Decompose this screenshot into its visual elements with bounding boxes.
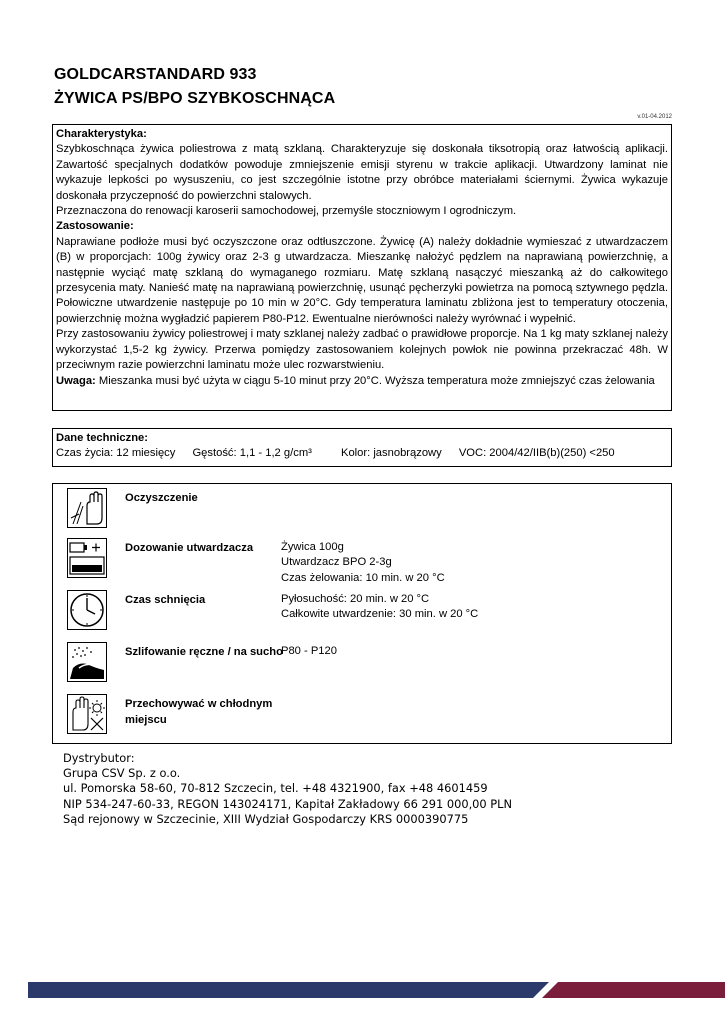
step-label: Dozowanie utwardzacza	[125, 542, 254, 554]
characteristics-section	[52, 124, 672, 411]
distributor-block	[63, 751, 512, 827]
step-value: Utwardzacz BPO 2-3g	[281, 556, 392, 569]
step-values	[281, 540, 445, 586]
version-label: v.01-04.2012	[637, 114, 672, 120]
step-value: Pyłosuchość: 20 min. w 20 °C	[281, 593, 430, 605]
color-value: Kolor: jasnobrązowy	[340, 447, 442, 460]
technical-data-section	[52, 428, 672, 467]
usage-heading: Zastosowanie:	[56, 220, 134, 233]
technical-heading: Dane techniczne:	[56, 432, 149, 444]
purpose-text: Przeznaczona do renowacji karoserii samochodowej, przemyśle stoczniowym I ogrodniczym.	[56, 205, 517, 218]
shelf-life: Czas życia: 12 miesięcy	[56, 447, 176, 460]
density: Gęstość: 1,1 - 1,2 g/cm³	[192, 447, 312, 460]
step-value: Czas żelowania: 10 min. w 20 °C	[281, 571, 445, 584]
application-steps-section	[52, 483, 672, 744]
step-values	[281, 592, 478, 623]
distributor-company: Grupa CSV Sp. z o.o.	[63, 766, 181, 781]
hand-sanding-icon	[67, 642, 107, 682]
hardener-dosing-icon	[67, 538, 107, 578]
step-label: Czas schnięcia	[125, 594, 206, 606]
footer-red-band	[540, 982, 725, 998]
warning-paragraph	[56, 374, 668, 389]
footer-bar	[28, 982, 725, 998]
step-label: Przechowywać w chłodnym miejscu	[125, 698, 273, 726]
warning-text: Mieszanka musi być użyta w ciągu 5-10 minut przy 20°C. Wyższa temperatura może zmniejszyć czas żelowania	[95, 374, 655, 387]
step-label: Szlifowanie ręczne / na sucho	[125, 646, 283, 658]
cool-storage-icon	[67, 694, 107, 734]
document-title-line1: GOLDCARSTANDARD 933	[54, 66, 257, 83]
step-values	[281, 644, 337, 659]
step-value: Żywica 100g	[281, 541, 344, 553]
characteristics-text: Szybkoschnąca żywica poliestrowa z matą szklaną. Charakteryzuje się doskonała tiksotropią oraz łatwością aplikacji. Zawartość specjalnych dodatków powoduje zmniejszenie emisji styrenu w trakcie aplikacji. Utwardzony laminat nie wykazuje lepkości po wysuszeniu, co jest szczególnie istotne przy obróbce materiałami ściernymi. Żywica wykazuje doskonała przyczepność do powierzchni stalowych.	[56, 143, 668, 202]
distributor-heading: Dystrybutor:	[63, 751, 135, 765]
step-value: P80 - P120	[281, 645, 337, 657]
voc-value: VOC: 2004/42/IIB(b)(250) <250	[458, 447, 615, 460]
step-label: Oczyszczenie	[125, 492, 198, 504]
usage-proportions-text: Przy zastosowaniu żywicy poliestrowej i maty szklanej należy zadbać o prawidłowe proporcje. Na 1 kg maty szklanej należy wykorzystać 1,5-2 kg żywicy. Przerwa pomiędzy zastosowaniem kolejnych powłok nie powinna przekraczać 48h. W przeciwnym razie powierzchni laminatu może ulec rozwarstwieniu.	[56, 328, 668, 372]
warning-label: Uwaga:	[56, 374, 96, 387]
document-title-line2: ŻYWICA PS/BPO SZYBKOSCHNĄCA	[54, 90, 336, 107]
usage-text: Naprawiane podłoże musi być oczyszczone oraz odtłuszczone. Żywicę (A) należy dokładnie wymieszać z utwardzaczem (B) w proporcjach: 100g żywicy oraz 2-3 g utwardzacza. Mieszankę nałożyć pędzlem na naprawianą powierzchnię, a następnie wyciąć matę szklaną do wymaganego rozmiaru. Matę szklaną nasączyć mieszanką aż do całkowitego przesycenia maty. Nanieść matę na naprawianą powierzchnię, usunąć pęcherzyki powietrza na pomocą sztywnego pędzla. Połowiczne utwardzenie następuje po 10 min w 20°C. Gdy temperatura laminatu zbliżona jest to temperatury otoczenia, powierzchnię można wygładzić papierem P80-P12. Ewentualne nierówności należy wyrównać i wypełnić.	[56, 235, 668, 325]
distributor-court: Sąd rejonowy w Szczecinie, XIII Wydział Gospodarczy KRS 0000390775	[63, 811, 469, 826]
footer-blue-band	[28, 982, 558, 998]
step-value: Całkowite utwardzenie: 30 min. w 20 °C	[281, 608, 479, 621]
characteristics-heading: Charakterystyka:	[56, 128, 147, 140]
cleaning-gloves-icon	[67, 488, 107, 528]
distributor-registration: NIP 534-247-60-33, REGON 143024171, Kapitał Zakładowy 66 291 000,00 PLN	[63, 796, 513, 811]
distributor-address: ul. Pomorska 58-60, 70-812 Szczecin, tel. +48 4321900, fax +48 4601459	[63, 781, 488, 796]
technical-values-row	[56, 446, 668, 461]
clock-icon	[67, 590, 107, 630]
